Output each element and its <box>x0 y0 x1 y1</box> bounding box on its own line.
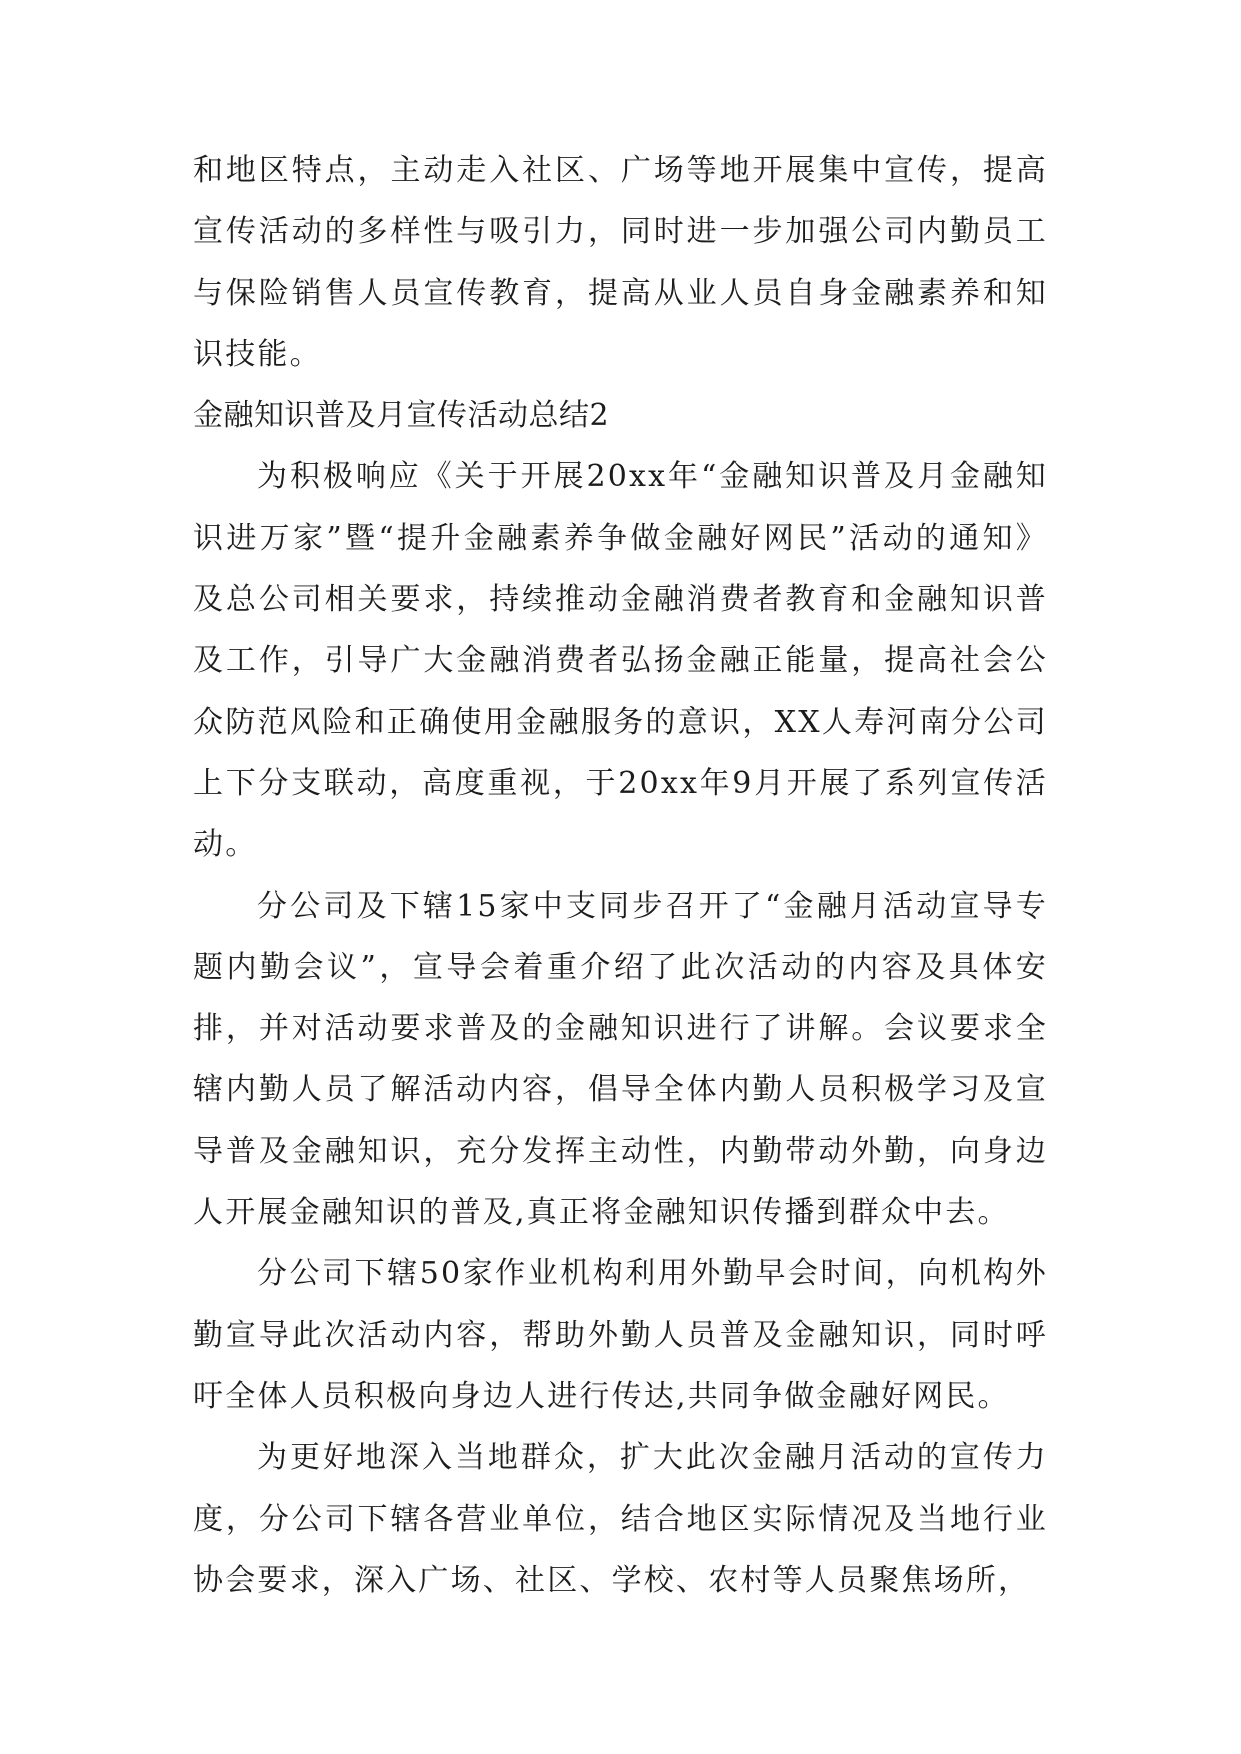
document-body <box>193 140 1048 1611</box>
paragraph-continued: 和地区特点，主动走入社区、广场等地开展集中宣传，提高宣传活动的多样性与吸引力，同时进一步加强公司内勤员工与保险销售人员宣传教育，提高从业人员自身金融素养和知识技能。 <box>193 153 1048 372</box>
paragraph: 为更好地深入当地群众，扩大此次金融月活动的宣传力度，分公司下辖各营业单位，结合地区实际情况及当地行业协会要求，深入广场、社区、学校、农村等人员聚焦场所， <box>193 1440 1048 1598</box>
paragraph: 分公司及下辖15家中支同步召开了“金融月活动宣导专题内勤会议”，宣导会着重介绍了此次活动的内容及具体安排，并对活动要求普及的金融知识进行了讲解。会议要求全辖内勤人员了解活动内容，倡导全体内勤人员积极学习及宣导普及金融知识，充分发挥主动性，内勤带动外勤，向身边人开展金融知识的普及,真正将金融知识传播到群众中去。 <box>193 888 1048 1231</box>
section-heading: 金融知识普及月宣传活动总结2 <box>193 398 610 434</box>
paragraph: 为积极响应《关于开展20xx年“金融知识普及月金融知识进万家”暨“提升金融素养争做金融好网民”活动的通知》及总公司相关要求，持续推动金融消费者教育和金融知识普及工作，引导广大金融消费者弘扬金融正能量，提高社会公众防范风险和正确使用金融服务的意识，XX人寿河南分公司上下分支联动，高度重视，于20xx年9月开展了系列宣传活动。 <box>193 459 1048 863</box>
paragraph: 分公司下辖50家作业机构利用外勤早会时间，向机构外勤宣导此次活动内容，帮助外勤人员普及金融知识，同时呼吁全体人员积极向身边人进行传达,共同争做金融好网民。 <box>193 1256 1048 1414</box>
